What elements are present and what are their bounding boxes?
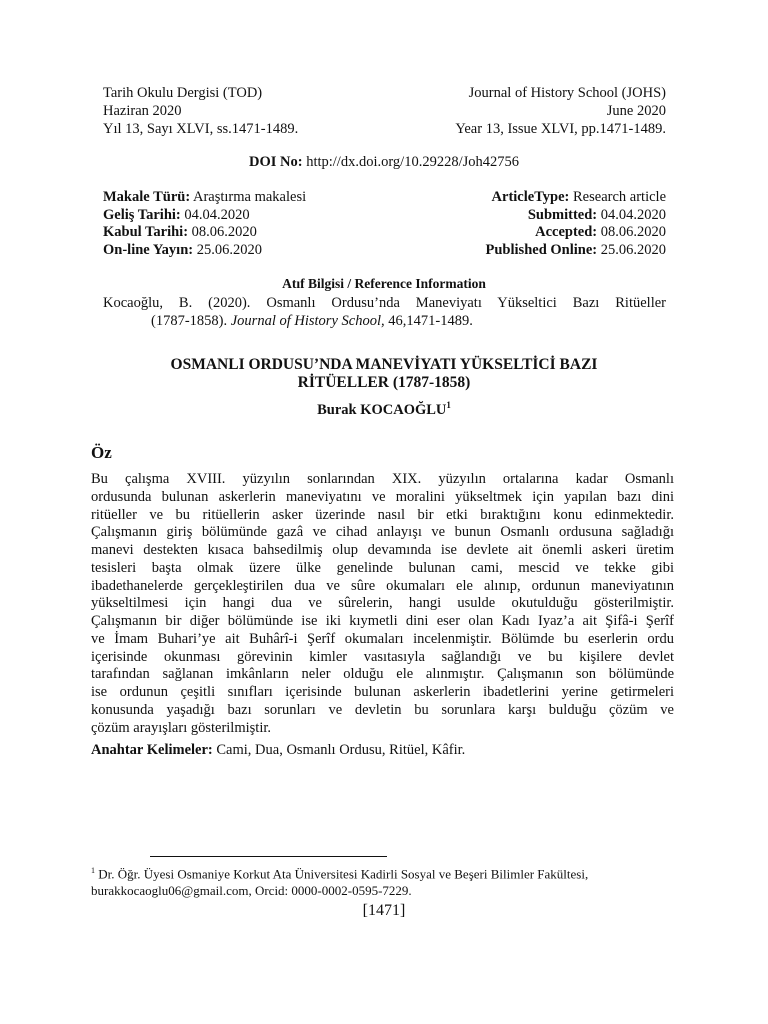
meta-label: Accepted: (535, 224, 598, 240)
abstract-line: Çalışmanın bir diğer bölümünde ise iki kıymetli dini eser olan Kadı Iyaz’a ait Şifâ-i Şerîf (91, 613, 674, 629)
received-date-tr (103, 206, 250, 224)
doi-link[interactable]: http://dx.doi.org/10.29228/Joh42756 (302, 154, 520, 170)
reference-citation (103, 294, 666, 330)
keywords-label: Anahtar Kelimeler: (91, 742, 213, 758)
online-date-tr (103, 241, 262, 259)
abstract-line: yükseltilmesi için hangi dua ve sûrelerin, hangi usulde okutulduğu gösterilmiştir. (91, 595, 674, 612)
author-footnote-marker[interactable]: 1 (446, 400, 451, 410)
footnote-marker: 1 (91, 866, 95, 875)
footnote-affiliation: Dr. Öğr. Üyesi Osmaniye Korkut Ata Üniversitesi Kadirli Sosyal ve Beşeri Bilimler Fakültesi, (95, 866, 589, 882)
journal-name-en: Journal of History School (JOHS) (468, 85, 666, 101)
meta-label: Makale Türü: (103, 189, 191, 205)
abstract-line: Bu çalışma XVIII. yüzyılın sonlarından XIX. yüzyılın ortalarına kadar Osmanlı (91, 471, 674, 487)
citation-years: (1787-1858). (151, 313, 231, 329)
abstract-body (91, 471, 674, 737)
issue-date-en: June 2020 (606, 103, 666, 119)
keywords-line (91, 742, 465, 759)
citation-pages: 46,1471-1489. (384, 313, 473, 329)
abstract-line: ordusunda bulunan askerlerin maneviyatını ve moralini yükseltmek için yapılan bazı dini (91, 488, 674, 505)
article-title (0, 356, 768, 392)
abstract-line: Çalışmanın giriş bölümünde gazâ ve cihad anlayışı ve bunun Osmanlı ordusuna sağladığı (91, 524, 674, 541)
journal-name-tr: Tarih Okulu Dergisi (TOD) (103, 85, 263, 101)
page-number: [1471] (362, 902, 406, 919)
meta-label: ArticleType: (491, 189, 570, 205)
issue-volume-en: Year 13, Issue XLVI, pp.1471-1489. (455, 121, 666, 137)
abstract-line: ise ordunun çeşitli sınıfları içerisinde bulunan askerlerin ibadetlerini yerine getirmeleri (91, 684, 674, 700)
meta-label: Geliş Tarihi: (103, 207, 181, 223)
keywords-values: Cami, Dua, Osmanlı Ordusu, Ritüel, Kâfir. (212, 742, 466, 758)
meta-value: 08.06.2020 (188, 224, 257, 240)
abstract-line: ibadethanelerde gerçekleştirilen dua ve sûre okumaları ele alınıp, ordunun maneviyatının (91, 577, 674, 594)
abstract-line: tesisleri başta olmak üzere ülke genelinde bulunan cami, mescid ve tekke gibi (91, 559, 674, 576)
issue-volume-tr: Yıl 13, Sayı XLVI, ss.1471-1489. (103, 121, 299, 137)
article-type-tr (103, 188, 306, 206)
meta-value: Araştırma makalesi (190, 189, 307, 205)
abstract-line: konusunda yaşadığı bazı sorunları ve devletin bu sorunlara karşı bulduğu çözüm ve (91, 701, 674, 718)
abstract-line: tarafından sağlanan imkânların neler olduğu ele alınmıştır. Çalışmanın son bölümünde (91, 666, 674, 683)
doi-label: DOI No: (248, 154, 303, 170)
accepted-date-en (535, 223, 666, 241)
meta-value: 04.04.2020 (180, 207, 250, 223)
abstract-line: manevi destekten kısaca bahsedilmiş olup devamında ise devlete ait önemli askeri üretim (91, 542, 674, 558)
footnote (91, 862, 674, 899)
submitted-date-en (528, 206, 666, 224)
meta-value: 08.06.2020 (597, 224, 666, 240)
footnote-line-1 (91, 862, 674, 882)
meta-value: Research article (569, 189, 666, 205)
published-online-date-en (486, 241, 666, 259)
abstract-line: çözüm arayışları gösterilmiştir. (91, 719, 271, 736)
article-title-line-2: RİTÜELLER (1787-1858) (297, 374, 471, 391)
meta-label: Submitted: (527, 207, 598, 223)
meta-label: Kabul Tarihi: (103, 224, 189, 240)
abstract-heading: Öz (91, 443, 112, 462)
reference-heading: Atıf Bilgisi / Reference Information (282, 276, 486, 291)
accepted-date-tr (103, 223, 257, 241)
issue-date-tr: Haziran 2020 (103, 103, 182, 119)
abstract-line: içerisinde okunması görevinin kimler vasıtasıyla sağlandığı ve bu kişilere devlet (91, 648, 674, 665)
author-name (0, 400, 768, 419)
meta-value: 04.04.2020 (597, 207, 666, 223)
footnote-contact: burakkocaoglu06@gmail.com, Orcid: 0000-0002-0595-7229. (91, 883, 412, 899)
footnote-divider (150, 856, 387, 857)
citation-line-2 (103, 312, 666, 330)
article-title-line-1: OSMANLI ORDUSU’NDA MANEVİYATI YÜKSELTİCİ BAZI (170, 356, 598, 373)
author-text: Burak KOCAOĞLU (317, 401, 447, 418)
meta-value: 25.06.2020 (193, 242, 262, 258)
meta-label: On-line Yayın: (103, 242, 194, 258)
meta-value: 25.06.2020 (597, 242, 666, 258)
abstract-line: ritüeller ve bu ritüellerin asker üzerinde nasıl bir etki bıraktığını konu edinmektedir. (91, 506, 674, 523)
citation-line-1: Kocaoğlu, B. (2020). Osmanlı Ordusu’nda Maneviyatı Yükseltici Bazı Ritüeller (103, 295, 666, 311)
article-type-en (492, 188, 666, 206)
citation-journal: Journal of History School, (230, 313, 385, 329)
doi-line (0, 154, 768, 171)
meta-label: Published Online: (485, 242, 598, 258)
abstract-line: ve İmam Buhari’ye ait Buhârî-i Şerîf okumaları incelenmiştir. Bölümde bu eserlerin ordu (91, 630, 674, 647)
